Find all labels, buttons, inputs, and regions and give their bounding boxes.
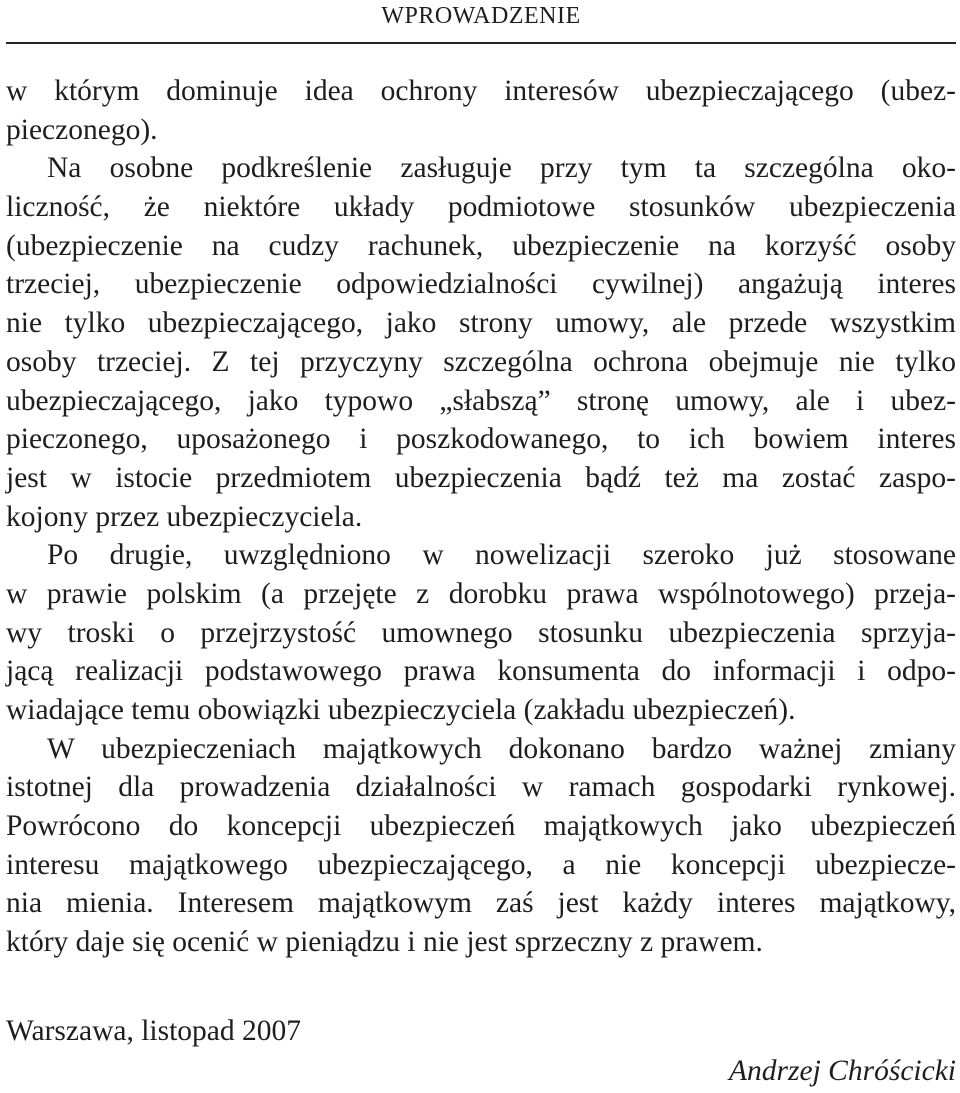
text-line: jest w istocie przedmiotem ubezpieczenia bądź też ma zostać zaspo- xyxy=(6,461,956,494)
text-line: wiadające temu obowiązki ubezpieczyciela (zakładu ubezpieczeń). xyxy=(6,694,796,726)
text-line: Na osobne podkreślenie zasługuje przy tym ta szczególna oko- xyxy=(47,152,956,185)
running-title: WPROWADZENIE xyxy=(381,3,581,29)
text-line: wy troski o przejrzystość umownego stosunku ubezpieczenia sprzyja- xyxy=(6,616,956,649)
text-line: nia mienia. Interesem majątkowym zaś jest każdy interes majątkowy, xyxy=(6,887,956,920)
text-line: jącą realizacji podstawowego prawa konsumenta do informacji i odpo- xyxy=(6,655,956,688)
text-line: istotnej dla prowadzenia działalności w ramach gospodarki rynkowej. xyxy=(6,771,956,804)
text-line: w prawie polskim (a przejęte z dorobku prawa wspólnotowego) przeja- xyxy=(6,577,956,610)
document-page xyxy=(6,0,956,1093)
text-line: w którym dominuje idea ochrony interesów ubezpieczającego (ubez- xyxy=(6,75,956,107)
place-date: Warszawa, listopad 2007 xyxy=(6,1015,301,1047)
text-line: pieczonego). xyxy=(6,113,158,146)
running-header xyxy=(6,0,956,44)
text-line: kojony przez ubezpieczyciela. xyxy=(6,500,363,533)
text-line: osoby trzeciej. Z tej przyczyny szczególna ochrona obejmuje nie tylko xyxy=(6,345,956,378)
text-line: trzeciej, ubezpieczenie odpowiedzialności cywilnej) angażują interes xyxy=(6,268,956,301)
text-line: W ubezpieczeniach majątkowych dokonano bardzo ważnej zmiany xyxy=(47,732,956,765)
text-line: pieczonego, uposażonego i poszkodowanego, to ich bowiem interes xyxy=(6,423,956,456)
text-line: nie tylko ubezpieczającego, jako strony umowy, ale przede wszystkim xyxy=(6,307,956,340)
text-line: który daje się ocenić w pieniądzu i nie jest sprzeczny z prawem. xyxy=(6,926,763,959)
text-line: interesu majątkowego ubezpieczającego, a nie koncepcji ubezpiecze- xyxy=(6,848,956,881)
author-signature: Andrzej Chróścicki xyxy=(729,1055,956,1087)
text-line: Po drugie, uwzględniono w nowelizacji szeroko już stosowane xyxy=(47,539,956,572)
text-line: liczność, że niektóre układy podmiotowe stosunków ubezpieczenia xyxy=(6,191,956,224)
text-line: Powrócono do koncepcji ubezpieczeń majątkowych jako ubezpieczeń xyxy=(6,810,956,843)
text-line: ubezpieczającego, jako typowo „słabszą” stronę umowy, ale i ubez- xyxy=(6,384,956,417)
text-line: (ubezpieczenie na cudzy rachunek, ubezpieczenie na korzyść osoby xyxy=(6,229,956,262)
body-text xyxy=(6,72,956,962)
